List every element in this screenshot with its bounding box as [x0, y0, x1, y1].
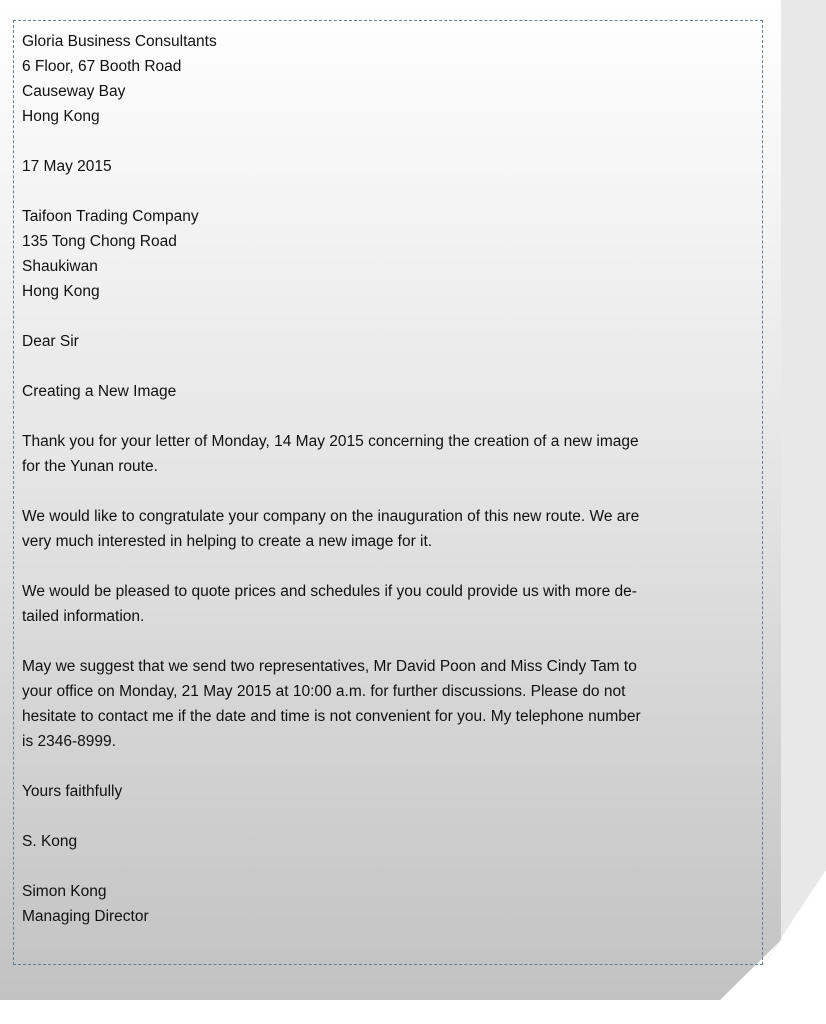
sender-address-line-2: Causeway Bay: [22, 83, 126, 100]
paragraph-2-line-1: We would like to congratulate your company on the inauguration of this new route. We are: [22, 508, 640, 525]
paragraph-1-line-2: for the Yunan route.: [22, 458, 158, 475]
recipient-address-line-2: Shaukiwan: [22, 258, 98, 275]
paragraph-1-line-1: Thank you for your letter of Monday, 14 May 2015 concerning the creation of a new image: [22, 433, 639, 450]
sender-company: Gloria Business Consultants: [22, 33, 217, 50]
letter-date: 17 May 2015: [22, 158, 112, 175]
paragraph-3-line-2: tailed information.: [22, 608, 145, 625]
paragraph-3-line-1: We would be pleased to quote prices and schedules if you could provide us with more de-: [22, 583, 637, 600]
recipient-address-line-3: Hong Kong: [22, 283, 100, 300]
recipient-company: Taifoon Trading Company: [22, 208, 199, 225]
signer-name: Simon Kong: [22, 883, 107, 900]
sender-address-line-1: 6 Floor, 67 Booth Road: [22, 58, 182, 75]
closing: Yours faithfully: [22, 783, 123, 800]
subject-line: Creating a New Image: [22, 383, 177, 400]
signature: S. Kong: [22, 833, 78, 850]
sender-address-line-3: Hong Kong: [22, 108, 100, 125]
letter-box: [13, 20, 763, 965]
paragraph-4-line-1: May we suggest that we send two representatives, Mr David Poon and Miss Cindy Tam to: [22, 658, 637, 675]
paragraph-4-line-4: is 2346-8999.: [22, 733, 116, 750]
paragraph-2-line-2: very much interested in helping to create a new image for it.: [22, 533, 433, 550]
paragraph-4-line-2: your office on Monday, 21 May 2015 at 10:00 a.m. for further discussions. Please do not: [22, 683, 626, 700]
salutation: Dear Sir: [22, 333, 79, 350]
paragraph-4-line-3: hesitate to contact me if the date and time is not convenient for you. My telephone number: [22, 708, 641, 725]
recipient-address-line-1: 135 Tong Chong Road: [22, 233, 177, 250]
signer-title: Managing Director: [22, 908, 149, 925]
